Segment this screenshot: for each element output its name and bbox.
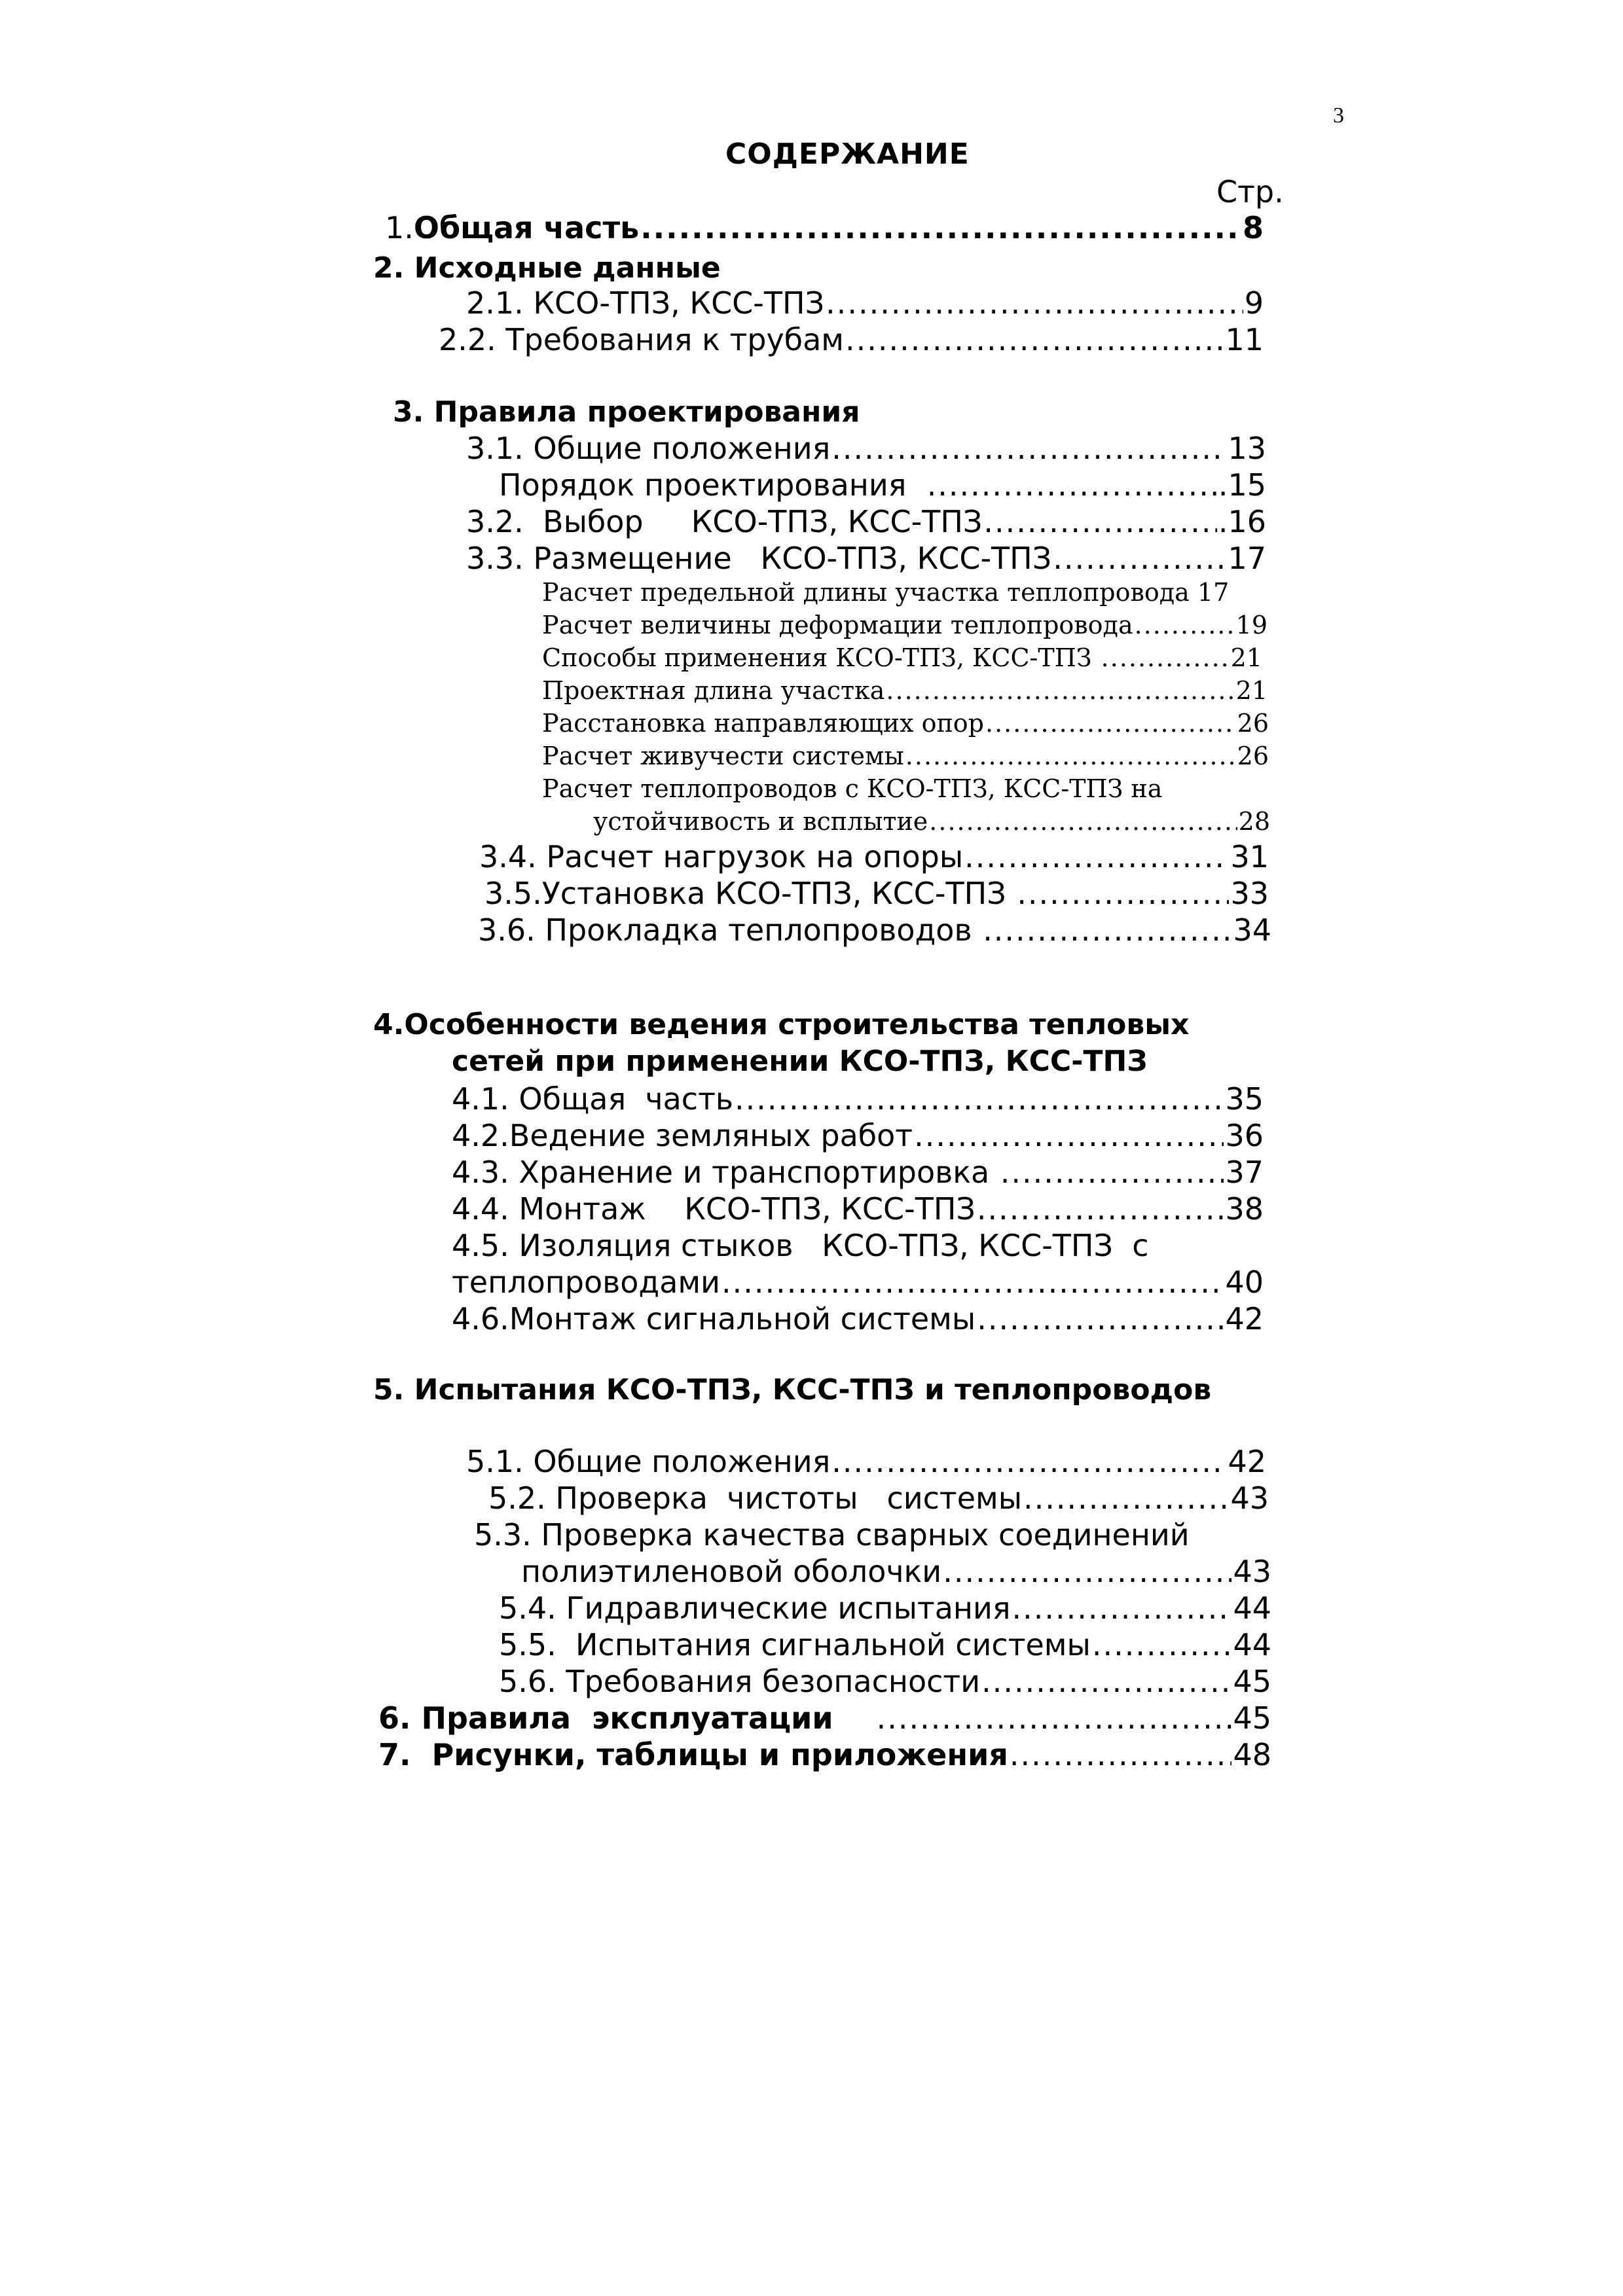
toc-subentry-deformation: Расчет величины деформации теплопровода ..... 19 (542, 613, 1267, 637)
toc-entry-2-2: 2.2. Требования к трубам ..... 11 (439, 325, 1264, 355)
toc-entry-5-3-line1: 5.3. Проверка качества сварных соединений (474, 1517, 1190, 1552)
heading-section-4-line1: 4.Особенности ведения строительства тепловых (373, 1008, 1190, 1041)
dot-leader (1135, 613, 1235, 637)
dot-leader (905, 744, 1236, 768)
toc-entry-3-4: 3.4. Расчет нагрузок на опоры ..... 31 (479, 842, 1269, 872)
toc-entry-2-1: 2.1. КСО-ТПЗ, КСС-ТПЗ ..... 9 (466, 288, 1264, 318)
dot-leader (1017, 878, 1229, 908)
dot-leader (927, 470, 1217, 500)
toc-entry-5-4: 5.4. Гидравлические испытания ..... 44 (499, 1593, 1271, 1623)
dot-leader (640, 213, 1241, 243)
dot-leader (1000, 1157, 1224, 1187)
dot-leader (983, 915, 1231, 945)
dot-leader (845, 325, 1224, 355)
heading-section-2: 2. Исходные данные (373, 251, 721, 285)
dot-leader (983, 507, 1216, 537)
toc-entry-4-5-line1: 4.5. Изоляция стыков КСО-ТПЗ, КСС-ТПЗ с (452, 1228, 1149, 1263)
toc-subentry-design-length: Проектная длина участка ..... 21 (542, 678, 1267, 703)
toc-entry-5-5: 5.5. Испытания сигнальной системы ..... 44 (499, 1630, 1271, 1660)
dot-leader (831, 1446, 1226, 1477)
toc-subentry-stability-line2: устойчивость и всплытие ..... 28 (593, 809, 1270, 834)
dot-leader (981, 1666, 1231, 1696)
heading-section-5: 5. Испытания КСО-ТПЗ, КСС-ТПЗ и теплопроводов (373, 1373, 1212, 1407)
toc-entry-4-1: 4.1. Общая часть ..... 35 (452, 1084, 1264, 1114)
dot-leader (943, 1556, 1231, 1587)
toc-entry-3-1: 3.1. Общие положения ..... 13 (466, 433, 1266, 463)
dot-leader (914, 1121, 1224, 1151)
toc-entry-4-2: 4.2.Ведение земляных работ ..... 36 (452, 1121, 1264, 1151)
dot-leader (977, 1194, 1224, 1224)
toc-entry-4-5-line2: теплопроводами ..... 40 (452, 1267, 1264, 1297)
toc-entry-5-2: 5.2. Проверка чистоты системы ..... 43 (488, 1483, 1269, 1513)
toc-entry-5-1: 5.1. Общие положения ..... 42 (466, 1446, 1266, 1477)
dot-leader (886, 678, 1234, 703)
toc-entry-3-3: 3.3. Размещение КСО-ТПЗ, КСС-ТПЗ ..... 17 (466, 543, 1266, 573)
page-column-header: Стр. (1216, 174, 1284, 209)
toc-subentry-stability-line1: Расчет теплопроводов с КСО-ТПЗ, КСС-ТПЗ на (542, 774, 1163, 803)
dot-leader (1023, 1483, 1229, 1513)
toc-entry-4-6: 4.6.Монтаж сигнальной системы ..... 42 (452, 1304, 1264, 1334)
toc-entry-6: 6. Правила эксплуатации ..... 45 (378, 1703, 1271, 1733)
dot-leader (831, 433, 1226, 463)
dot-leader (1092, 1630, 1232, 1660)
dot-leader (929, 809, 1237, 834)
dot-leader (1053, 543, 1226, 573)
dot-leader (1012, 1593, 1232, 1623)
dot-leader (877, 1703, 1232, 1733)
dot-leader (1010, 1740, 1232, 1770)
toc-entry-7: 7. Рисунки, таблицы и приложения ..... 48 (378, 1740, 1271, 1770)
toc-entry-4-3: 4.3. Хранение и транспортировка ..... 37 (452, 1157, 1264, 1187)
toc-entry-5-6: 5.6. Требования безопасности ..... 45 (499, 1666, 1271, 1696)
dot-leader (735, 1084, 1224, 1114)
dot-leader (826, 288, 1243, 318)
toc-subentry-survivability: Расчет живучести системы ..... 26 (542, 744, 1269, 768)
toc-subentry-application-methods: Способы применения КСО-ТПЗ, КСС-ТПЗ ..... 21 (542, 645, 1262, 670)
page-title: СОДЕРЖАНИЕ (725, 137, 970, 171)
toc-entry-5-3-line2: полиэтиленовой оболочки ..... 43 (521, 1556, 1271, 1587)
dot-leader (964, 842, 1229, 872)
toc-entry-1: 1. Общая часть ..... 8 (385, 213, 1264, 243)
dot-leader (1101, 645, 1230, 670)
toc-entry-design-order: Порядок проектирования ..... .15 (499, 470, 1266, 500)
toc-entry-4-4: 4.4. Монтаж КСО-ТПЗ, КСС-ТПЗ ..... 38 (452, 1194, 1264, 1224)
heading-section-4-line2: сетей при применении КСО-ТПЗ, КСС-ТПЗ (452, 1045, 1148, 1078)
toc-subentry-guide-supports: Расстановка направляющих опор ..... 26 (542, 711, 1269, 736)
page-number: 3 (1333, 103, 1344, 128)
toc-entry-3-5: 3.5.Установка КСО-ТПЗ, КСС-ТПЗ ..... 33 (484, 878, 1269, 908)
dot-leader (721, 1267, 1224, 1297)
heading-section-3: 3. Правила проектирования (393, 395, 860, 429)
toc-entry-3-2: 3.2. Выбор КСО-ТПЗ, КСС-ТПЗ ..... .16 (466, 507, 1266, 537)
dot-leader (985, 711, 1236, 736)
toc-subentry-max-length: Расчет предельной длины участка теплопровода 17 (542, 578, 1230, 607)
toc-entry-3-6: 3.6. Прокладка теплопроводов ..... 34 (478, 915, 1271, 945)
dot-leader (977, 1304, 1224, 1334)
